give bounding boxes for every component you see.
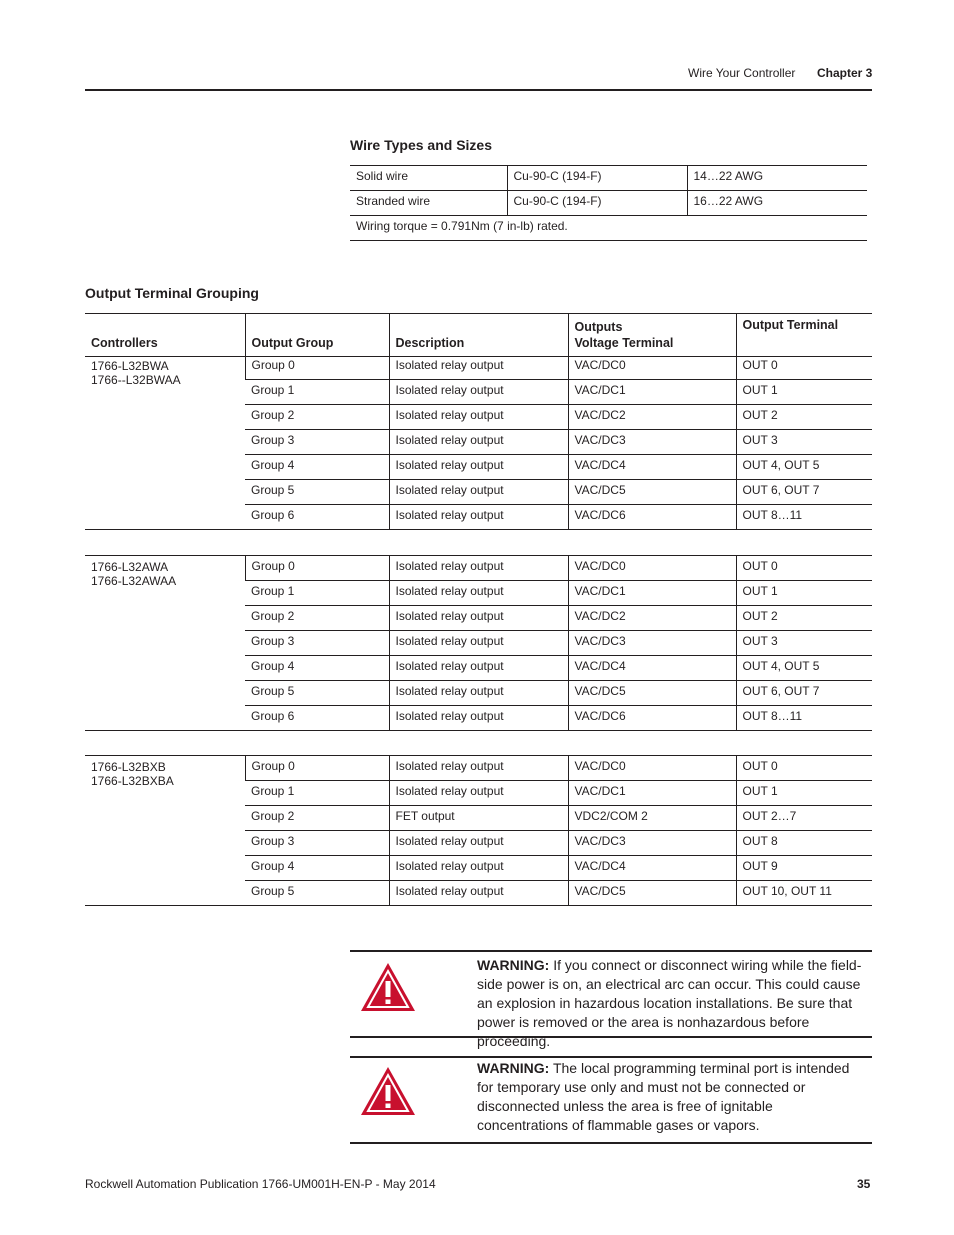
table-cell: OUT 1: [736, 781, 872, 806]
output-grouping-block: [85, 555, 872, 731]
table-cell: VAC/DC5: [568, 681, 736, 706]
table-cell: Group 1: [245, 781, 389, 806]
table-cell: OUT 0: [736, 355, 872, 380]
warning-triangle-icon: [360, 1066, 416, 1116]
table-cell: Isolated relay output: [389, 581, 568, 606]
table-cell: Group 0: [245, 756, 389, 781]
output-grouping-block: [85, 755, 872, 906]
table-cell: Solid wire: [350, 166, 507, 191]
col-header-voltage-terminal: Voltage Terminal: [574, 336, 674, 350]
table-cell: Group 2: [245, 806, 389, 831]
table-cell: Isolated relay output: [389, 505, 568, 530]
warning-body: If you connect or disconnect wiring while the field-side power is on, an electrical arc can occur. This could cause an explosion in hazardous location installations. Be sure that power is removed or the area is nonhazardous before proceeding.: [477, 957, 862, 1049]
table-cell: Isolated relay output: [389, 681, 568, 706]
controllers-cell: [85, 756, 245, 906]
table-cell: Group 5: [245, 681, 389, 706]
table-cell: Isolated relay output: [389, 856, 568, 881]
table-cell: OUT 8: [736, 831, 872, 856]
table-cell: OUT 1: [736, 380, 872, 405]
table-cell: VAC/DC4: [568, 455, 736, 480]
table-cell: VAC/DC5: [568, 881, 736, 906]
col-header-outputs-voltage: [568, 314, 736, 357]
table-cell: VAC/DC1: [568, 380, 736, 405]
table-row: [85, 556, 872, 581]
warning-body: The local programming terminal port is intended for temporary use only and must not be connected or disconnected unless the area is free of ignitable concentrations of flammable gases or vapors.: [477, 1060, 850, 1133]
table-cell: Isolated relay output: [389, 706, 568, 731]
table-cell: Group 4: [245, 656, 389, 681]
col-header-output-group: Output Group: [245, 314, 389, 357]
table-cell: OUT 6, OUT 7: [736, 681, 872, 706]
table-cell: Cu-90-C (194-F): [507, 166, 687, 191]
table-cell: VAC/DC3: [568, 430, 736, 455]
table-cell: VAC/DC5: [568, 480, 736, 505]
output-grouping-block: [85, 355, 872, 530]
table-cell: Group 5: [245, 480, 389, 505]
table-cell: VAC/DC0: [568, 556, 736, 581]
page-number: 35: [857, 1177, 871, 1191]
table-cell: Group 0: [245, 556, 389, 581]
table-cell: OUT 0: [736, 756, 872, 781]
table-cell: Isolated relay output: [389, 631, 568, 656]
table-row: [350, 191, 867, 216]
header-chapter: Chapter 3: [817, 66, 873, 80]
output-grouping-title: Output Terminal Grouping: [85, 285, 259, 301]
table-cell: VAC/DC0: [568, 355, 736, 380]
table-cell: OUT 3: [736, 631, 872, 656]
table-cell: OUT 0: [736, 556, 872, 581]
table-cell: Group 1: [245, 380, 389, 405]
table-cell: OUT 8…11: [736, 706, 872, 731]
warning-text-2: [477, 1059, 862, 1135]
table-cell: Isolated relay output: [389, 480, 568, 505]
controllers-cell: [85, 556, 245, 731]
table-cell: VAC/DC6: [568, 706, 736, 731]
table-cell: OUT 2: [736, 606, 872, 631]
table-cell: Stranded wire: [350, 191, 507, 216]
table-row: [350, 166, 867, 191]
table-cell: OUT 2…7: [736, 806, 872, 831]
table-cell: Isolated relay output: [389, 430, 568, 455]
wire-types-table: [350, 165, 867, 241]
warning-text-1: [477, 956, 862, 1051]
output-grouping-header-table: [85, 313, 872, 357]
table-cell: Group 4: [245, 856, 389, 881]
table-cell: OUT 6, OUT 7: [736, 480, 872, 505]
table-cell: Group 6: [245, 505, 389, 530]
warning-box-1: [350, 950, 872, 1049]
table-header-row: [85, 314, 872, 357]
table-cell: VDC2/COM 2: [568, 806, 736, 831]
col-header-outputs: Outputs: [574, 320, 623, 334]
header-rule: [85, 89, 872, 91]
table-cell: VAC/DC2: [568, 405, 736, 430]
table-cell: Cu-90-C (194-F): [507, 191, 687, 216]
table-cell: Isolated relay output: [389, 556, 568, 581]
table-cell: OUT 9: [736, 856, 872, 881]
table-row: [85, 355, 872, 380]
header-section: Wire Your Controller: [688, 66, 796, 80]
table-cell: VAC/DC6: [568, 505, 736, 530]
col-header-controllers: Controllers: [85, 314, 245, 357]
col-header-description: Description: [389, 314, 568, 357]
table-cell: VAC/DC4: [568, 856, 736, 881]
table-cell: OUT 8…11: [736, 505, 872, 530]
table-cell: Isolated relay output: [389, 380, 568, 405]
controller-model: 1766-L32BXBA: [91, 774, 174, 788]
table-cell: Group 4: [245, 455, 389, 480]
table-row: [85, 756, 872, 781]
table-cell: Group 0: [245, 355, 389, 380]
table-row: [350, 216, 867, 241]
table-cell: OUT 2: [736, 405, 872, 430]
table-cell: Isolated relay output: [389, 455, 568, 480]
table-cell: Isolated relay output: [389, 756, 568, 781]
table-cell: Isolated relay output: [389, 881, 568, 906]
table-cell: Group 1: [245, 581, 389, 606]
table-cell: Group 5: [245, 881, 389, 906]
table-cell: VAC/DC4: [568, 656, 736, 681]
controller-model: 1766-L32BWA: [91, 359, 169, 373]
wire-types-title: Wire Types and Sizes: [350, 137, 492, 153]
table-cell: Group 3: [245, 831, 389, 856]
table-cell: FET output: [389, 806, 568, 831]
table-cell: Group 3: [245, 631, 389, 656]
table-cell: Isolated relay output: [389, 405, 568, 430]
controller-model: 1766-L32AWAA: [91, 574, 177, 588]
controller-model: 1766--L32BWAA: [91, 373, 181, 387]
table-cell: VAC/DC3: [568, 631, 736, 656]
controllers-cell: [85, 355, 245, 530]
warning-label: WARNING:: [477, 957, 550, 973]
table-cell: Group 6: [245, 706, 389, 731]
table-cell: VAC/DC1: [568, 781, 736, 806]
controller-model: 1766-L32BXB: [91, 760, 166, 774]
table-cell: Isolated relay output: [389, 781, 568, 806]
table-cell: OUT 10, OUT 11: [736, 881, 872, 906]
table-cell: VAC/DC2: [568, 606, 736, 631]
warning-triangle-icon: [360, 962, 416, 1012]
table-cell: Isolated relay output: [389, 831, 568, 856]
table-cell: Group 2: [245, 405, 389, 430]
controller-model: 1766-L32AWA: [91, 560, 169, 574]
table-cell: Isolated relay output: [389, 355, 568, 380]
table-cell: 14…22 AWG: [687, 166, 867, 191]
col-header-output-terminal: Output Terminal: [736, 314, 872, 357]
table-cell: OUT 3: [736, 430, 872, 455]
table-cell: Isolated relay output: [389, 606, 568, 631]
table-cell: VAC/DC3: [568, 831, 736, 856]
table-cell: VAC/DC1: [568, 581, 736, 606]
warning-box-2: [350, 1056, 872, 1144]
table-cell: OUT 1: [736, 581, 872, 606]
table-cell: Isolated relay output: [389, 656, 568, 681]
table-cell: OUT 4, OUT 5: [736, 656, 872, 681]
table-cell: 16…22 AWG: [687, 191, 867, 216]
warning-label: WARNING:: [477, 1060, 550, 1076]
table-cell: OUT 4, OUT 5: [736, 455, 872, 480]
wire-note: Wiring torque = 0.791Nm (7 in-lb) rated.: [350, 216, 867, 241]
table-cell: Group 2: [245, 606, 389, 631]
table-cell: Group 3: [245, 430, 389, 455]
footer-publication: Rockwell Automation Publication 1766-UM001H-EN-P - May 2014: [85, 1177, 436, 1191]
table-cell: VAC/DC0: [568, 756, 736, 781]
